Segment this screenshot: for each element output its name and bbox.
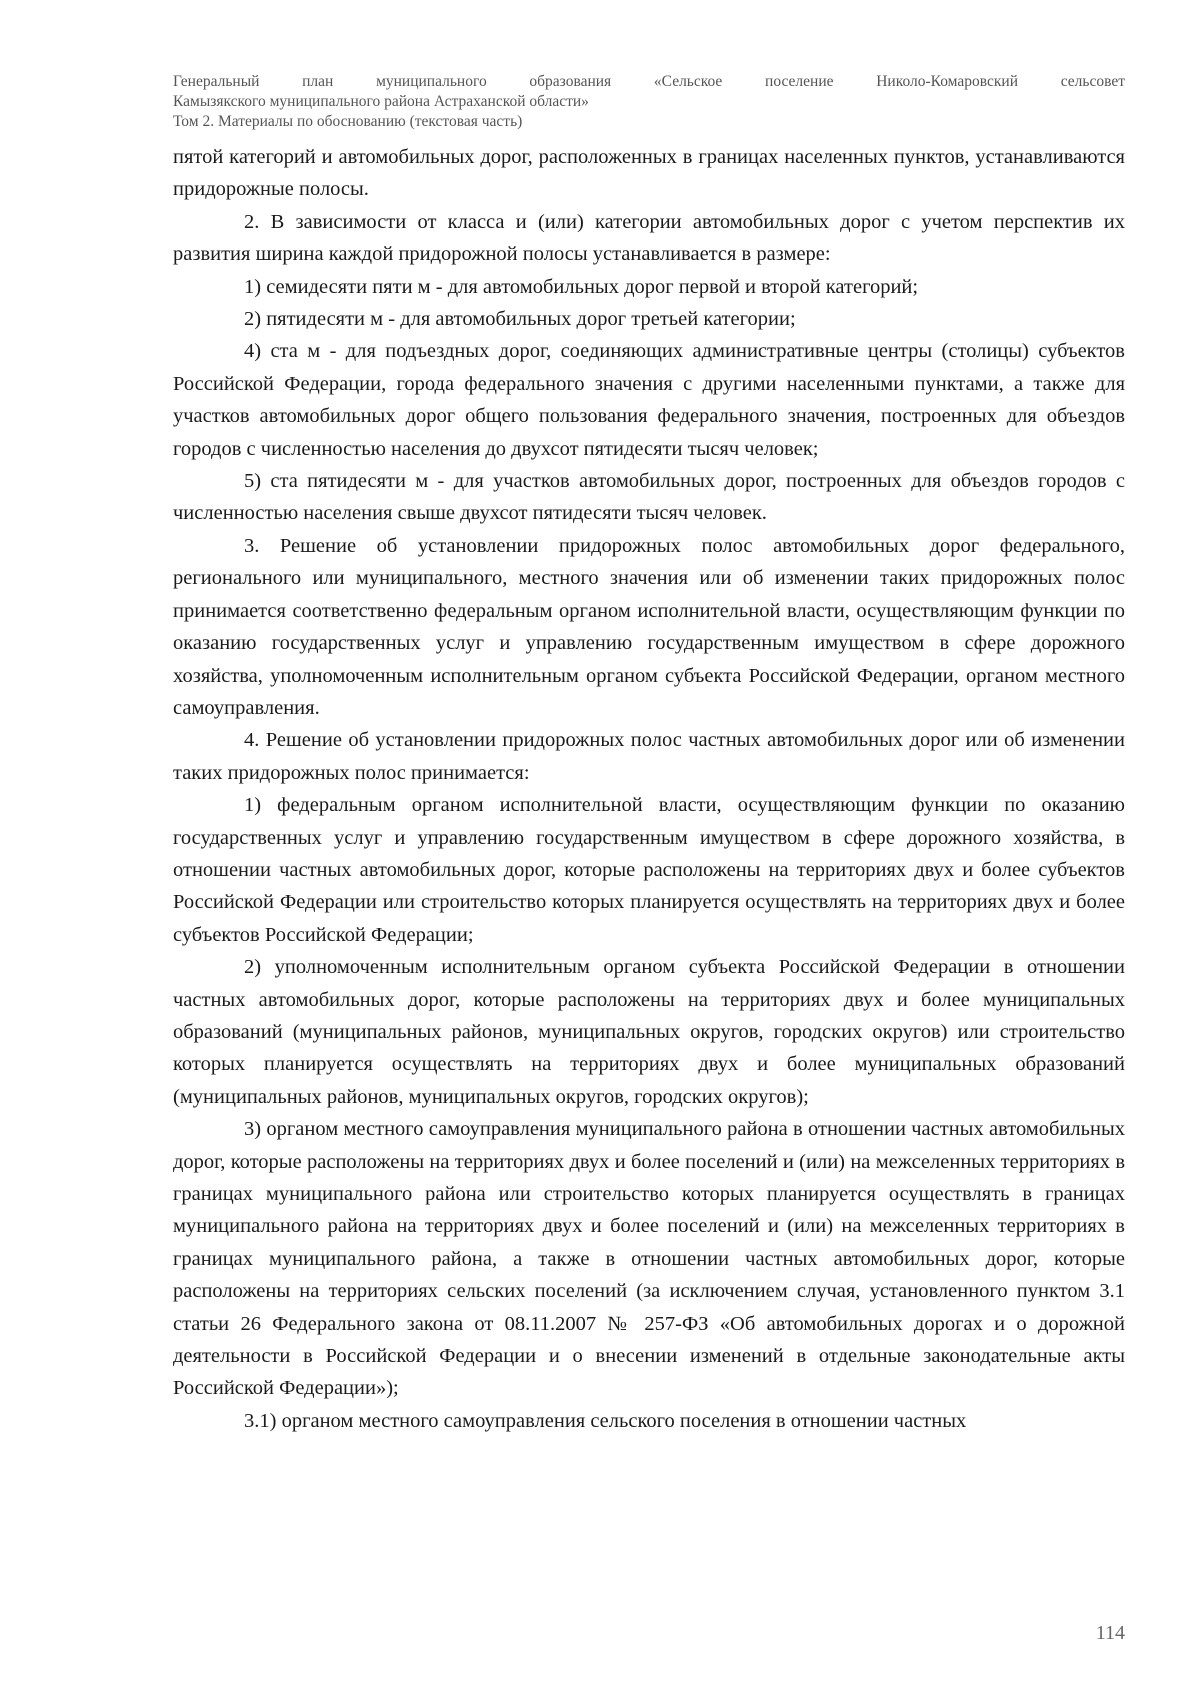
header-line-2: Камызякского муниципального района Астраханской области» <box>173 93 589 110</box>
paragraph-subitem-5: 5) ста пятидесяти м - для участков автомобильных дорог, построенных для объездов городов с численностью населения свыше двухсот пятидесяти тысяч человек. <box>173 470 1125 525</box>
paragraph-subitem-4-1: 1) федеральным органом исполнительной власти, осуществляющим функции по оказанию государственных услуг и управлению государственным имуществом в сфере дорожного хозяйства, в отношении частных автомобильных дорог, которые расположены на территориях двух и более субъектов Российской Федерации или строительство которых планируется осуществлять на территориях двух и более субъектов Российской Федерации; <box>173 794 1125 946</box>
paragraph-subitem-1: 1) семидесяти пяти м - для автомобильных дорог первой и второй категорий; <box>244 275 919 298</box>
running-header <box>173 72 1125 132</box>
body-text <box>173 141 1125 1437</box>
paragraph-subitem-4-2: 2) уполномоченным исполнительным органом субъекта Российской Федерации в отношении частных автомобильных дорог, которые расположены на территориях двух и более муниципальных образований (муниципальных районов, муниципальных округов, городских округов) или строительство которых планируется осуществлять на территориях двух и более муниципальных образований (муниципальных районов, муниципальных округов, городских округов); <box>173 956 1125 1108</box>
paragraph-item-3: 3. Решение об установлении придорожных полос автомобильных дорог федерального, регионального или муниципального, местного значения или об изменении таких придорожных полос принимается соответственно федеральным органом исполнительной власти, осуществляющим функции по оказанию государственных услуг и управлению государственным имуществом в сфере дорожного хозяйства, уполномоченным исполнительным органом субъекта Российской Федерации, органом местного самоуправления. <box>173 534 1125 719</box>
header-line-1: Генеральный план муниципального образования «Сельское поселение Николо-Комаровский сельсовет <box>173 73 1125 90</box>
paragraph-item-2: 2. В зависимости от класса и (или) категории автомобильных дорог с учетом перспектив их развития ширина каждой придорожной полосы устанавливается в размере: <box>173 210 1125 266</box>
paragraph-subitem-4: 4) ста м - для подъездных дорог, соединяющих административные центры (столицы) субъектов Российской Федерации, города федерального значения с другими населенными пунктами, а также для участков автомобильных дорог общего пользования федерального значения, построенных для объездов городов с численностью населения до двухсот пятидесяти тысяч человек; <box>173 340 1125 460</box>
paragraph-item-4: 4. Решение об установлении придорожных полос частных автомобильных дорог или об изменении таких придорожных полос принимается: <box>173 729 1125 784</box>
paragraph-subitem-2: 2) пятидесяти м - для автомобильных дорог третьей категории; <box>244 308 796 331</box>
paragraph-subitem-4-3-1: 3.1) органом местного самоуправления сельского поселения в отношении частных <box>244 1409 967 1432</box>
paragraph-continuation: пятой категорий и автомобильных дорог, расположенных в границах населенных пунктов, устанавливаются придорожные полосы. <box>173 146 1125 201</box>
header-line-3: Том 2. Материалы по обоснованию (текстовая часть) <box>173 113 523 130</box>
paragraph-subitem-4-3: 3) органом местного самоуправления муниципального района в отношении частных автомобильных дорог, которые расположены на территориях двух и более поселений и (или) на межселенных территориях в границах муниципального района или строительство которых планируется осуществлять в границах муниципального района на территориях двух и более поселений и (или) на межселенных территориях в границах муниципального района, а также в отношении частных автомобильных дорог, которые расположены на территориях сельских поселений (за исключением случая, установленного пунктом 3.1 статьи 26 Федерального закона от 08.11.2007 № 257-ФЗ «Об автомобильных дорогах и о дорожной деятельности в Российской Федерации и о внесении изменений в отдельные законодательные акты Российской Федерации»); <box>173 1118 1125 1400</box>
page-number: 114 <box>1095 1622 1125 1644</box>
